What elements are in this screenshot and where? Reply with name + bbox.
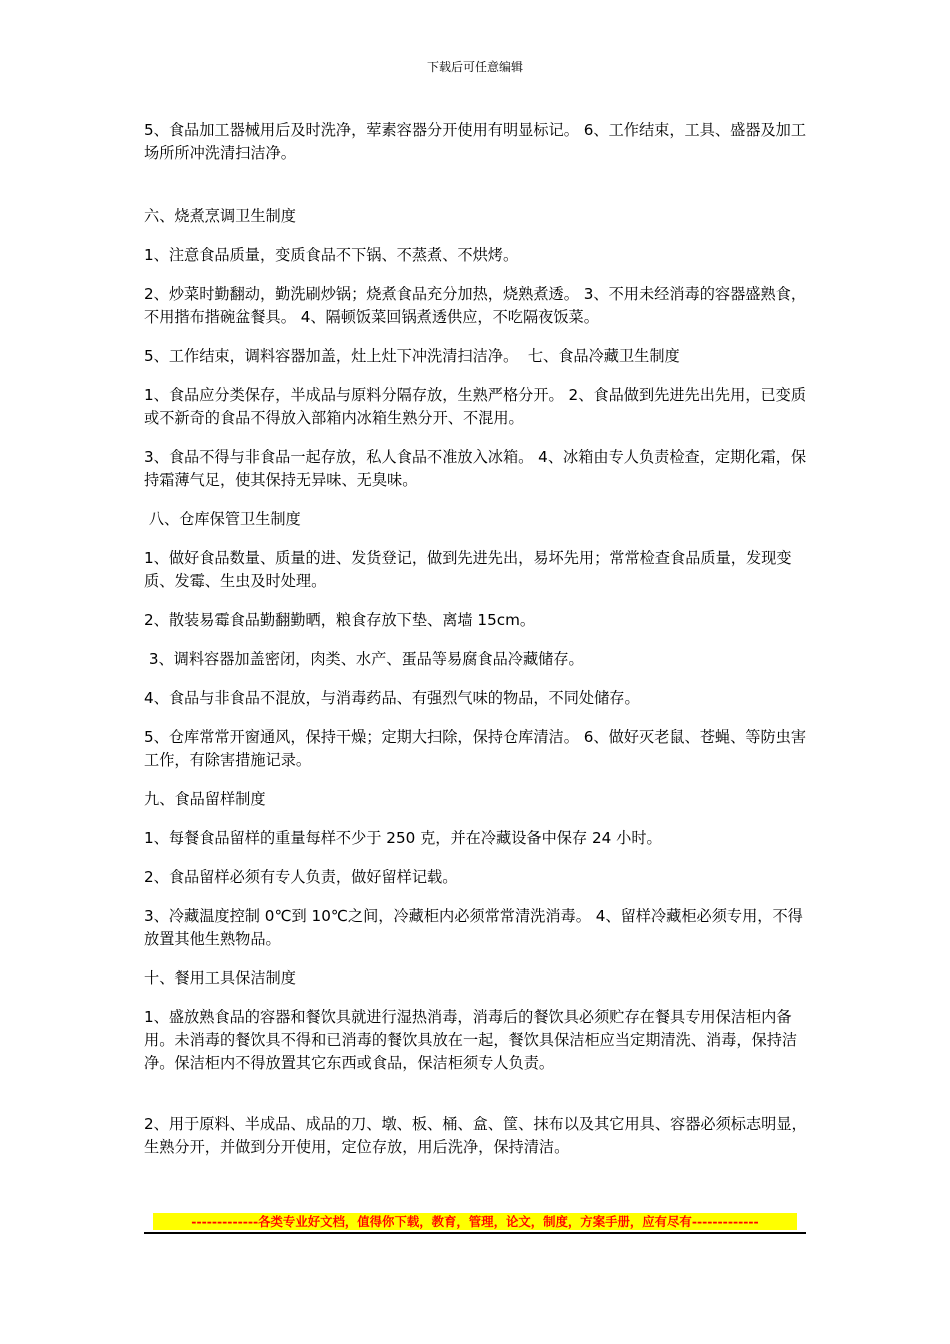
paragraph: 1、盛放熟食品的容器和餐饮具就进行湿热消毒，消毒后的餐饮具必须贮存在餐具专用保洁柜内备用。未消毒的餐饮具不得和已消毒的餐饮具放在一起，餐饮具保洁柜应当定期清洗、消毒，保持洁净。保洁柜内不得放置其它东西或食品，保洁柜须专人负责。: [144, 1008, 798, 1072]
section-heading: 九、食品留样制度: [144, 790, 266, 808]
paragraph: 2、用于原料、半成品、成品的刀、墩、板、桶、盒、筐、抹布以及其它用具、容器必须标志明显，生熟分开，并做到分开使用，定位存放，用后洗净，保持清洁。: [144, 1115, 807, 1156]
section-heading: 十、餐用工具保洁制度: [144, 969, 296, 987]
paragraph: 1、每餐食品留样的重量每样不少于 250 克，并在冷藏设备中保存 24 小时。: [144, 829, 662, 847]
paragraph: 5、工作结束，调料容器加盖，灶上灶下冲洗清扫洁净。 七、食品冷藏卫生制度: [144, 347, 680, 365]
footer-banner: -------------各类专业好文档，值得你下载，教育，管理，论文，制度，方案手册，应有尽有-------------: [153, 1213, 797, 1230]
section-heading: 八、仓库保管卫生制度: [144, 510, 301, 528]
paragraph: 3、食品不得与非食品一起存放，私人食品不准放入冰箱。 4、冰箱由专人负责检查，定期化霜，保持霜薄气足，使其保持无异味、无臭味。: [144, 448, 807, 489]
paragraph: 1、注意食品质量，变质食品不下锅、不蒸煮、不烘烤。: [144, 246, 519, 264]
paragraph: 3、冷藏温度控制 0℃到 10℃之间，冷藏柜内必须常常清洗消毒。 4、留样冷藏柜必须专用，不得放置其他生熟物品。: [144, 907, 803, 948]
paragraph: 2、炒菜时勤翻动，勤洗刷炒锅；烧煮食品充分加热，烧熟煮透。 3、不用未经消毒的容器盛熟食，不用揩布揩碗盆餐具。 4、隔顿饭菜回锅煮透供应，不吃隔夜饭菜。: [144, 285, 807, 326]
page-header: 下载后可任意编辑: [426, 60, 523, 74]
paragraph: 4、食品与非食品不混放，与消毒药品、有强烈气味的物品，不同处储存。: [144, 689, 640, 707]
paragraph: 2、食品留样必须有专人负责，做好留样记载。: [144, 868, 458, 886]
paragraph: 5、仓库常常开窗通风，保持干燥；定期大扫除，保持仓库清洁。 6、做好灭老鼠、苍蝇、等防虫害工作，有除害措施记录。: [144, 728, 807, 769]
paragraph: 1、做好食品数量、质量的进、发货登记，做到先进先出，易坏先用；常常检查食品质量，发现变质、发霉、生虫及时处理。: [144, 549, 792, 590]
paragraph: 3、调料容器加盖密闭，肉类、水产、蛋品等易腐食品冷藏储存。: [144, 650, 584, 668]
document-body: [144, 119, 808, 1175]
paragraph: 2、散装易霉食品勤翻勤晒，粮食存放下垫、离墙 15cm。: [144, 611, 536, 629]
paragraph: 1、食品应分类保存，半成品与原料分隔存放，生熟严格分开。 2、食品做到先进先出先用，已变质或不新奇的食品不得放入部箱内冰箱生熟分开、不混用。: [144, 386, 807, 427]
paragraph: 5、食品加工器械用后及时洗净，荤素容器分开使用有明显标记。 6、工作结束，工具、盛器及加工场所所冲洗清扫洁净。: [144, 121, 807, 162]
section-heading: 六、烧煮烹调卫生制度: [144, 207, 296, 225]
footer-divider: [144, 1232, 806, 1234]
